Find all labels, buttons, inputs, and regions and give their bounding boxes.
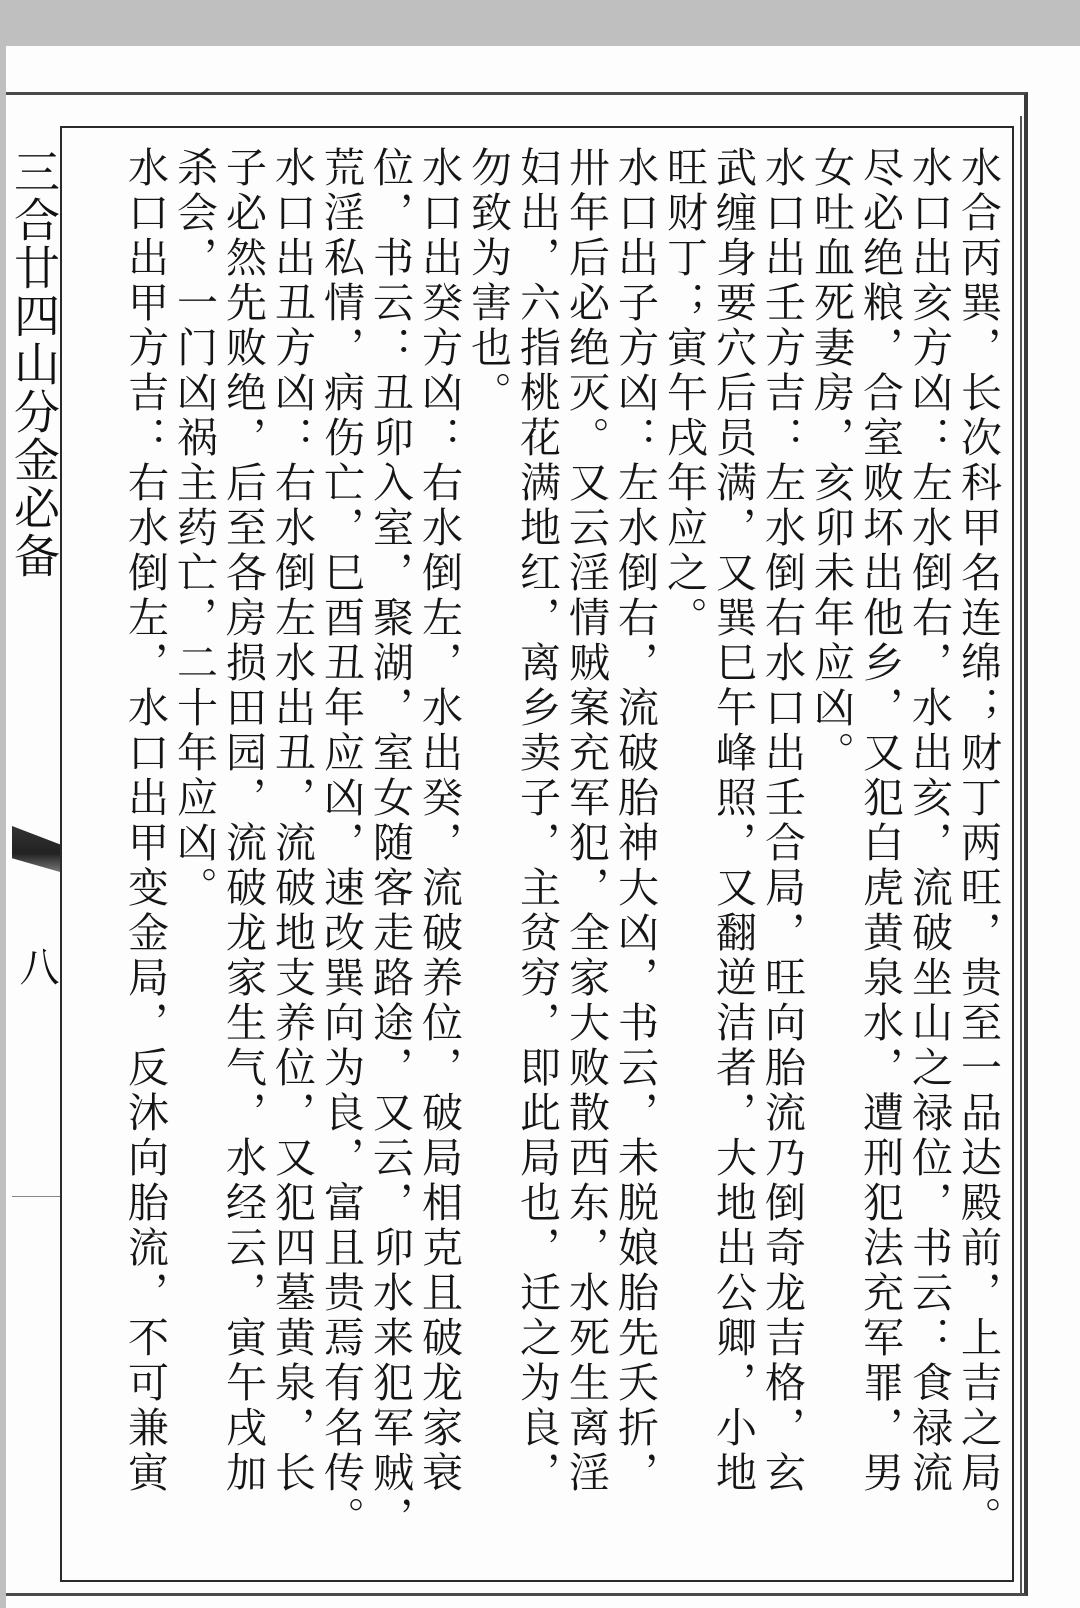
text-column: 水口出癸方凶：右水倒左，水出癸，流破养位，破局相克且破龙家衰	[415, 146, 463, 1496]
text-column: 女吐血死妻房，亥卯未年应凶。	[807, 146, 855, 776]
text-column: 水口出丑方凶：右水倒左水出丑，流破地支养位，又犯四墓黄泉，长	[268, 146, 316, 1496]
text-column: 水口出甲方吉：右水倒左，水口出甲变金局，反沐向胎流，不可兼寅	[121, 146, 169, 1496]
page-number: 八	[13, 946, 59, 986]
text-column: 卅年后必绝灭。又云淫情贼案充军犯，全家大败散西东，水死生离淫	[562, 146, 610, 1496]
text-column: 杀会，一门凶祸主药亡，二十年应凶。	[170, 146, 218, 911]
text-column: 位，书云：丑卯入室，聚湖，室女随客走路途，又云，卯水来犯军贼，	[366, 146, 414, 1541]
text-column: 勿致为害也。	[464, 146, 512, 416]
text-column: 荒淫私情，病伤亡，巳酉丑年应凶，速改巽向为良，富且贵焉有名传。	[317, 146, 365, 1541]
vertical-text-body	[70, 146, 1002, 1566]
fishtail-mark-icon	[12, 826, 60, 872]
text-column: 水口出壬方吉：左水倒右水口出壬合局，旺向胎流乃倒奇龙吉格，玄	[758, 146, 806, 1496]
text-column: 旺财丁；寅午戌年应之。	[660, 146, 708, 641]
text-column: 尽必绝粮，合室败坏出他乡，又犯白虎黄泉水，遭刑犯法充军罪，男	[856, 146, 904, 1496]
text-column: 水合丙巽，长次科甲名连绵；财丁两旺，贵至一品达殿前，上吉之局。	[954, 146, 1002, 1541]
margin-divider	[12, 1196, 62, 1197]
text-column: 水口出子方凶：左水倒右，流破胎神大凶，书云，未脱娘胎先夭折，	[611, 146, 659, 1496]
scan-top-border	[0, 0, 1080, 46]
text-column: 妇出，六指桃花满地红，离乡卖子，主贫穷，即此局也，迁之为良，	[513, 146, 561, 1496]
book-title: 三合廿四山分金必备	[7, 148, 61, 580]
text-column: 子必然先败绝，后至各房损田园，流破龙家生气，水经云，寅午戌加	[219, 146, 267, 1496]
page-margin-band	[6, 126, 60, 1582]
text-column: 水口出亥方凶：左水倒右，水出亥，流破坐山之禄位，书云：食禄流	[905, 146, 953, 1496]
text-column: 武缠身要穴后员满，又巽巳午峰照，又翻逆洁者，大地出公卿，小地	[709, 146, 757, 1496]
